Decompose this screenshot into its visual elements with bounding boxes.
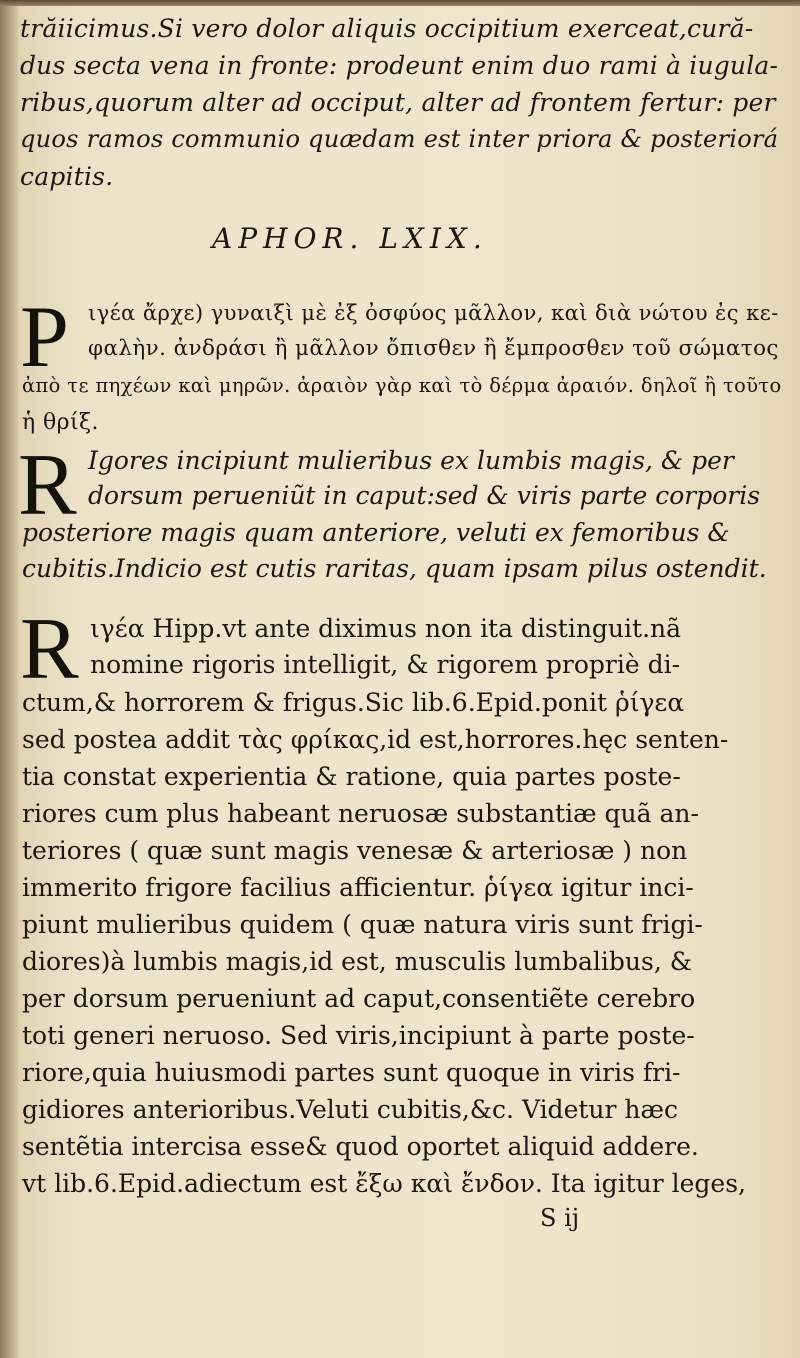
commentary-line: riores cum plus habeant neruosæ substantiæ quã an- (22, 799, 699, 828)
commentary-drop-cap: R (20, 601, 79, 698)
commentary-line: ιγέα Hipp.vt ante diximus non ita distinguit.nã (90, 614, 682, 643)
intro-line: capitis. (20, 162, 114, 191)
page-gutter (0, 0, 18, 1358)
commentary-line: nomine rigoris intelligit, & rigorem propriè di- (90, 650, 681, 679)
commentary-line: tia constat experientia & ratione, quia partes poste- (22, 762, 681, 791)
commentary-line: toti generi neruoso. Sed viris,incipiunt à parte poste- (22, 1021, 695, 1050)
greek-line: ἀπὸ τε πηχέων καὶ μηρῶν. ἀραιὸν γὰρ καὶ τὸ δέρμα ἀραιόν. δηλοῖ ἢ τοῦτο (22, 374, 782, 397)
latin-line: cubitis.Indicio est cutis raritas, quam ipsam pilus ostendit. (22, 554, 767, 583)
commentary-line: teriores ( quæ sunt magis venesæ & arteriosæ ) non (22, 836, 688, 865)
greek-drop-cap: P (20, 289, 69, 386)
commentary-line: ctum,& horrorem & frigus.Sic lib.6.Epid.ponit ῥίγεα (22, 688, 685, 717)
commentary-line: sentẽtia intercisa esse& quod oportet aliquid addere. (22, 1132, 699, 1161)
commentary-line: vt lib.6.Epid.adiectum est ἔξω καὶ ἔνδον. Ita igitur leges, (22, 1169, 746, 1198)
latin-line: dorsum perueniũt in caput:sed & viris parte corporis (88, 481, 761, 510)
signature-mark: S ij (540, 1204, 580, 1232)
greek-line: φαλὴν. ἀνδράσι ἢ μᾶλλον ὄπισθεν ἢ ἔμπροσθεν τοῦ σώματος (88, 336, 779, 361)
intro-line: quos ramos communio quædam est inter priora & posteriorá (20, 125, 779, 153)
commentary-line: per dorsum perueniunt ad caput,consentiẽte cerebro (22, 984, 696, 1013)
aphorism-heading: APHOR. LXIX. (212, 222, 488, 255)
intro-line: trăiicimus.Si vero dolor aliquis occipitium exerceat,cură- (20, 14, 754, 43)
commentary-line: diores)à lumbis magis,id est, musculis lumbalibus, & (22, 947, 692, 976)
latin-line: Igores incipiunt mulieribus ex lumbis magis, & per (88, 446, 734, 475)
intro-line: dus secta vena in fronte: prodeunt enim duo rami à iugula- (20, 51, 779, 80)
latin-drop-cap: R (18, 437, 77, 534)
page-top-edge (0, 0, 800, 6)
greek-line: ιγέα ἄρχε) γυναιξὶ μὲ ἐξ ὀσφύος μᾶλλον, καὶ διὰ νώτου ἐς κε- (88, 300, 779, 325)
commentary-line: sed postea addit τὰς φρίκας,id est,horrores.hęc senten- (22, 725, 729, 754)
commentary-line: riore,quia huiusmodi partes sunt quoque in viris fri- (22, 1058, 681, 1087)
commentary-line: immerito frigore facilius afficientur. ῥίγεα igitur inci- (22, 873, 694, 902)
commentary-line: piunt mulieribus quidem ( quæ natura viris sunt frigi- (22, 910, 703, 939)
intro-line: ribus,quorum alter ad occiput, alter ad frontem fertur: per (20, 88, 776, 117)
commentary-line: gidiores anterioribus.Veluti cubitis,&c. Videtur hæc (22, 1095, 679, 1124)
latin-line: posteriore magis quam anteriore, veluti ex femoribus & (22, 518, 730, 547)
greek-line: ἡ θρίξ. (22, 410, 99, 435)
